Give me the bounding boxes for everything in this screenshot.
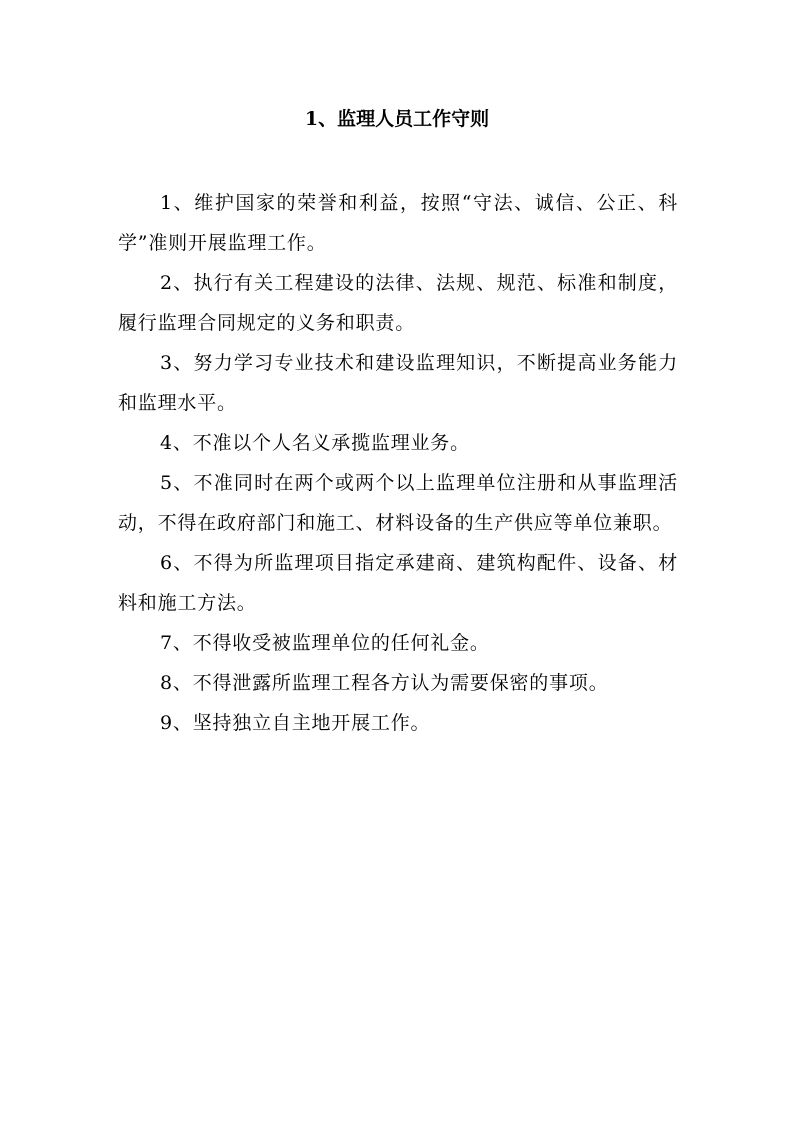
rule-item-9: 9、坚持独立自主地开展工作。 <box>160 712 431 734</box>
rule-item-5: 5、不准同时在两个或两个以上监理单位注册和从事监理活动，不得在政府部门和施工、材料设备的生产供应等单位兼职。 <box>118 472 678 534</box>
rule-item-4: 4、不准以个人名义承揽监理业务。 <box>160 432 470 454</box>
rules-list <box>118 183 678 743</box>
rule-item-6: 6、不得为所监理项目指定承建商、建筑构配件、设备、材料和施工方法。 <box>118 552 678 614</box>
rule-item-1: 1、维护国家的荣誉和利益，按照“守法、诚信、公正、科学”准则开展监理工作。 <box>118 192 678 254</box>
document-title: 1、监理人员工作守则 <box>304 108 490 130</box>
rule-item-2: 2、执行有关工程建设的法律、法规、规范、标准和制度，履行监理合同规定的义务和职责。 <box>118 272 678 334</box>
rule-item-7: 7、不得收受被监理单位的任何礼金。 <box>160 632 490 654</box>
rule-item-3: 3、努力学习专业技术和建设监理知识，不断提高业务能力和监理水平。 <box>118 352 678 414</box>
rule-item-8: 8、不得泄露所监理工程各方认为需要保密的事项。 <box>160 672 609 694</box>
